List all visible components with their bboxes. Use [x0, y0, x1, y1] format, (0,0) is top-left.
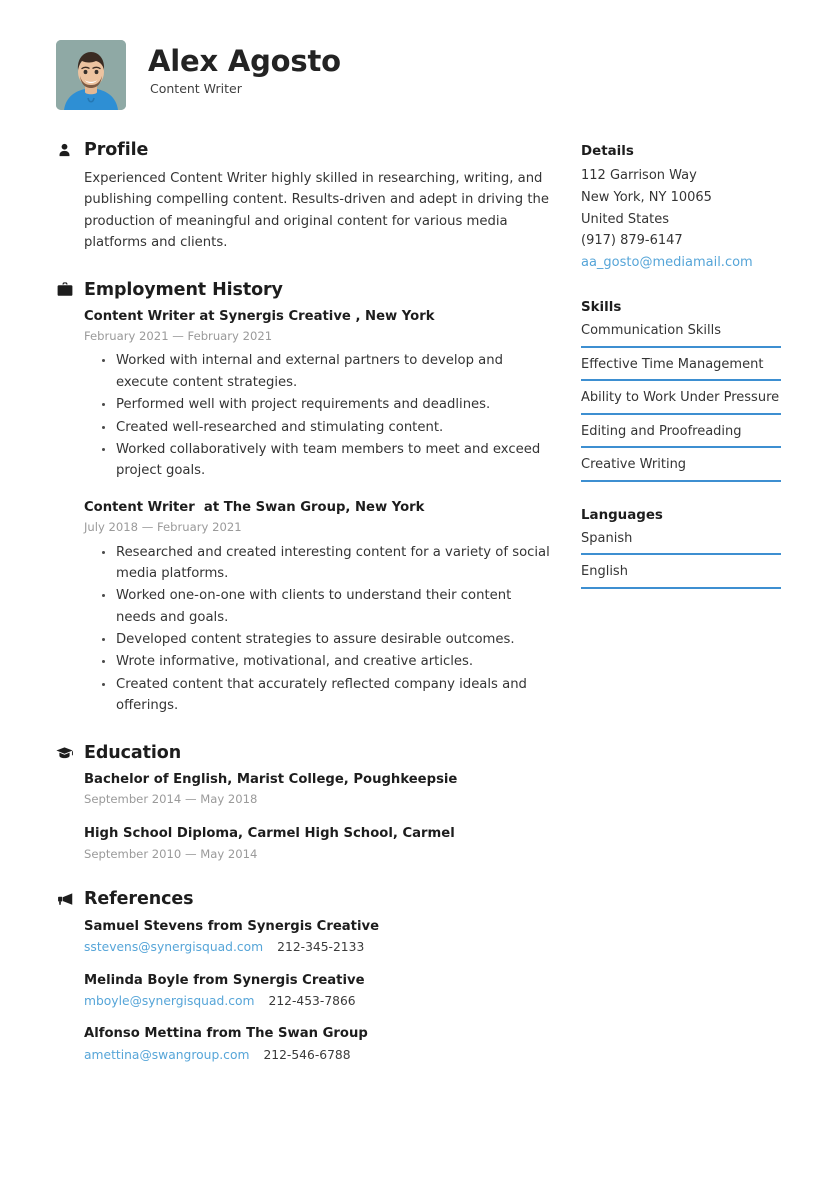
bullet-item: Worked with internal and external partners to develop and execute content strategies.: [116, 350, 551, 393]
skill-level-bar: [581, 446, 781, 448]
details-address-line: United States: [581, 211, 670, 227]
education-entry-date: September 2014 — May 2018: [84, 791, 258, 806]
profile-heading: [56, 140, 551, 160]
details-email[interactable]: aa_gosto@mediamail.com: [581, 255, 753, 271]
megaphone-icon: [56, 891, 73, 908]
education-entry-title: Bachelor of English, Marist College, Poughkeepsie: [84, 771, 458, 787]
employment-entry-title: Content Writer at Synergis Creative , New York: [84, 308, 435, 324]
reference-phone: 212-546-6788: [263, 1047, 351, 1062]
sidebar-skills: [581, 300, 781, 482]
bullet-item: Developed content strategies to assure desirable outcomes.: [116, 629, 551, 650]
user-icon: [56, 142, 73, 159]
page-title: Alex Agosto: [148, 44, 341, 78]
employment-bullets: [84, 542, 551, 717]
education-entry: [84, 771, 551, 809]
skill-level-bar: [581, 379, 781, 381]
body-columns: [56, 140, 795, 1090]
language-level-bar: [581, 553, 781, 555]
reference-phone: 212-345-2133: [277, 940, 365, 955]
reference-phone: 212-453-7866: [268, 993, 356, 1008]
employment-heading: [56, 280, 551, 300]
reference-name: Melinda Boyle from Synergis Creative: [84, 972, 365, 988]
references-title: References: [84, 889, 194, 910]
reference-entry: [84, 1024, 551, 1064]
education-entry-title: High School Diploma, Carmel High School, Carmel: [84, 826, 455, 842]
references-heading: [56, 889, 551, 909]
avatar: [56, 40, 126, 110]
section-references: [56, 889, 551, 1064]
profile-body: [56, 168, 551, 254]
section-profile: [56, 140, 551, 254]
education-heading: [56, 743, 551, 763]
sidebar-details: [581, 144, 781, 274]
bullet-item: Created well-researched and stimulating content.: [116, 417, 551, 438]
section-education: [56, 743, 551, 864]
details-phone: (917) 879-6147: [581, 233, 683, 249]
reference-entries: [56, 917, 551, 1064]
reference-entry: [84, 971, 551, 1011]
skill-item: Communication Skills: [581, 323, 721, 339]
section-employment: [56, 280, 551, 717]
identity-block: [148, 40, 341, 96]
education-title: Education: [84, 742, 182, 763]
briefcase-icon: [56, 281, 73, 298]
reference-name: Samuel Stevens from Synergis Creative: [84, 919, 380, 935]
reference-email[interactable]: amettina@swangroup.com: [84, 1047, 250, 1062]
resume-header: [56, 40, 795, 110]
reference-entry: [84, 917, 551, 957]
skill-item: Effective Time Management: [581, 356, 764, 372]
bullet-item: Created content that accurately reflected company ideals and offerings.: [116, 674, 551, 717]
skill-level-bar: [581, 413, 781, 415]
skill-level-bar: [581, 346, 781, 348]
employment-title: Employment History: [84, 279, 283, 300]
reference-email[interactable]: sstevens@synergisquad.com: [84, 940, 264, 955]
reference-contact: [84, 938, 551, 956]
details-address-line: New York, NY 10065: [581, 189, 712, 205]
bullet-item: Performed well with project requirements and deadlines.: [116, 394, 551, 415]
profile-title: Profile: [84, 140, 149, 160]
job-title: Content Writer: [150, 81, 242, 97]
employment-entry: [84, 499, 551, 717]
reference-name: Alfonso Mettina from The Swan Group: [84, 1026, 368, 1042]
language-item: English: [581, 564, 628, 580]
skill-item: Ability to Work Under Pressure: [581, 390, 780, 406]
employment-entry-title: Content Writer at The Swan Group, New York: [84, 499, 425, 515]
sidebar-column: [581, 140, 781, 615]
employment-entries: [56, 308, 551, 717]
language-item: Spanish: [581, 530, 633, 546]
employment-bullets: [84, 350, 551, 481]
employment-entry-date: February 2021 — February 2021: [84, 328, 273, 343]
bullet-item: Researched and created interesting content for a variety of social media platforms.: [116, 542, 551, 585]
languages-title: Languages: [581, 507, 663, 523]
profile-text: Experienced Content Writer highly skilled in researching, writing, and publishing compelling content. Results-driven and adept in driving the production of meaningful and original content for various media platforms and clients.: [84, 171, 549, 251]
skills-title: Skills: [581, 300, 622, 316]
reference-contact: [84, 992, 551, 1010]
skill-level-bar: [581, 480, 781, 482]
reference-email[interactable]: mboyle@synergisquad.com: [84, 993, 255, 1008]
main-column: [56, 140, 551, 1090]
reference-contact: [84, 1046, 551, 1064]
employment-entry: [84, 308, 551, 482]
bullet-item: Worked collaboratively with team members to meet and exceed project goals.: [116, 439, 551, 482]
education-entry: [84, 825, 551, 863]
education-entry-date: September 2010 — May 2014: [84, 846, 258, 861]
graduation-cap-icon: [56, 744, 73, 761]
sidebar-languages: [581, 508, 781, 589]
skill-item: Editing and Proofreading: [581, 423, 742, 439]
employment-entry-date: July 2018 — February 2021: [84, 520, 242, 535]
skill-item: Creative Writing: [581, 457, 687, 473]
bullet-item: Worked one-on-one with clients to understand their content needs and goals.: [116, 585, 551, 628]
details-title: Details: [581, 144, 634, 159]
education-entries: [56, 771, 551, 864]
language-level-bar: [581, 587, 781, 589]
details-address-line: 112 Garrison Way: [581, 168, 697, 183]
bullet-item: Wrote informative, motivational, and creative articles.: [116, 651, 551, 672]
